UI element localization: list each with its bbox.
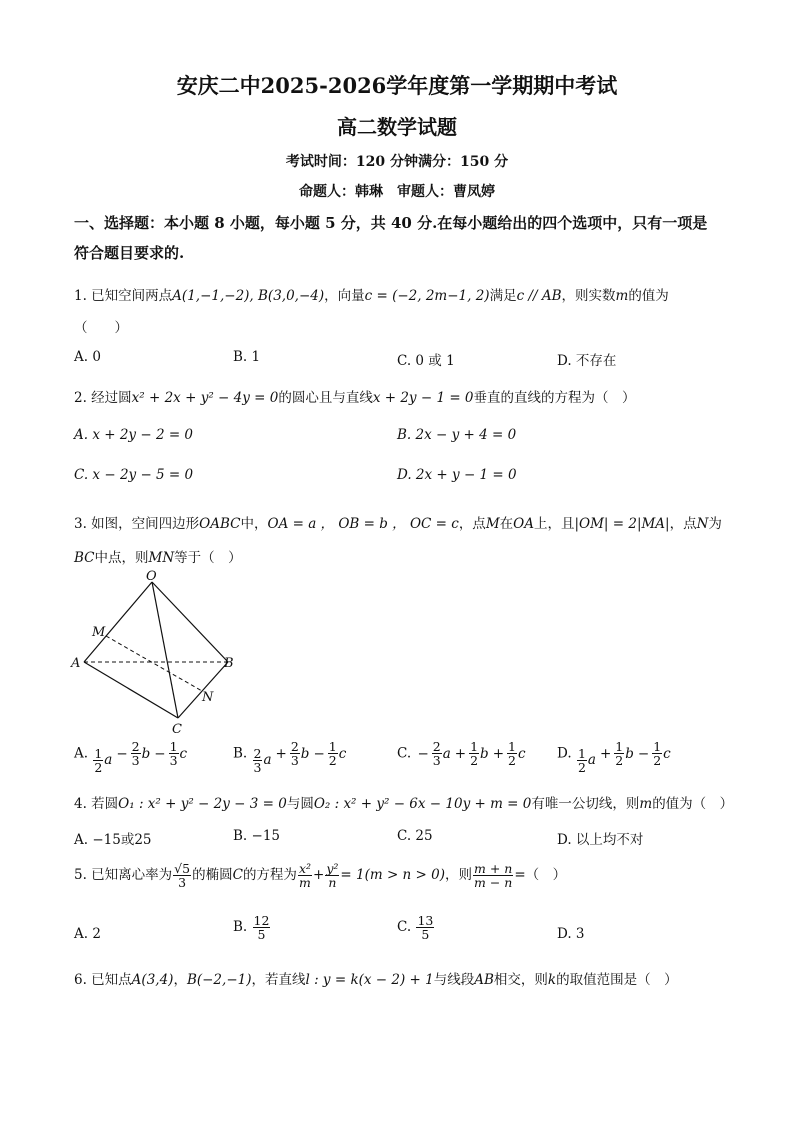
q2-option-d-text: D. 2x + y − 1 = 0 bbox=[397, 467, 517, 483]
q4-var: m bbox=[639, 796, 653, 812]
q3-term: + $\frac{1}{2}$ c bbox=[492, 739, 526, 769]
section-heading-line2: 符合题目要求的. bbox=[74, 244, 185, 262]
q4-option-d: D. 以上均不对 bbox=[557, 832, 644, 848]
q2-option-d bbox=[397, 467, 517, 483]
q5-option-b-frac bbox=[253, 914, 271, 941]
q5-option-b-den: 5 bbox=[257, 927, 266, 943]
q5-eq-x-den: m bbox=[299, 875, 311, 891]
question-5 bbox=[74, 862, 566, 889]
q3-mid2: ，点 bbox=[458, 516, 486, 532]
q5-eccentricity bbox=[173, 862, 191, 889]
q5-eq-x-num: x² bbox=[298, 861, 311, 876]
question-4 bbox=[74, 792, 733, 812]
label-b: B bbox=[224, 656, 234, 671]
q3-mid3: 上，且 bbox=[533, 516, 575, 532]
q1-pre: 1. 已知空间两点 bbox=[74, 288, 173, 304]
q2-option-a bbox=[74, 427, 193, 443]
q1-points: A(1,−1,−2), B(3,0,−4) bbox=[172, 288, 325, 304]
edge-oc bbox=[152, 582, 178, 718]
q3-option-c bbox=[397, 740, 528, 767]
q5-option-b bbox=[233, 914, 271, 941]
segment-mn-dashed bbox=[106, 636, 202, 691]
q1-paren: （ ） bbox=[74, 320, 128, 336]
exam-authors: 命题人：韩琳 审题人：曹凤婷 bbox=[299, 184, 495, 200]
q4-mid: 与圆 bbox=[286, 796, 314, 812]
q6-mid2: 与线段 bbox=[433, 972, 475, 988]
q1-option-c: C. 0 或 1 bbox=[397, 353, 455, 369]
q3-point-n: N bbox=[696, 516, 709, 532]
label-m: M bbox=[92, 625, 106, 640]
question-6 bbox=[74, 968, 678, 988]
q5-ans-num: m + n bbox=[474, 861, 513, 876]
edge-ac bbox=[84, 662, 178, 718]
q1-option-b: B. 1 bbox=[233, 349, 261, 365]
q4-circle2: O₂ : x² + y² − 6x − 10y + m = 0 bbox=[313, 796, 532, 812]
q3-option-label: D. bbox=[557, 745, 576, 762]
q3-mid: 中， bbox=[240, 516, 268, 532]
q3-option-b bbox=[233, 740, 348, 774]
q2-end: 垂直的直线的方程为（ ） bbox=[473, 390, 636, 406]
q3-on: 在 bbox=[499, 516, 514, 532]
q5-end: =（ ） bbox=[514, 867, 567, 884]
question-3-line1 bbox=[74, 512, 722, 532]
q2-option-a-text: A. x + 2y − 2 = 0 bbox=[74, 427, 194, 443]
q5-pre: 5. 已知离心率为 bbox=[74, 867, 173, 884]
q3-condition: |OM| = 2|MA| bbox=[574, 516, 670, 532]
q5-option-a: A. 2 bbox=[74, 926, 101, 942]
q5-mid: 的椭圆 bbox=[192, 867, 233, 884]
q2-option-b bbox=[397, 427, 516, 443]
q3-term: − $\frac{1}{2}$ c bbox=[637, 739, 671, 769]
q1-mid: ，向量 bbox=[324, 288, 365, 304]
q6-line: l : y = k(x − 2) + 1 bbox=[305, 972, 434, 988]
q1-var: m bbox=[615, 288, 629, 304]
q6-point-a: A(3,4) bbox=[131, 972, 174, 988]
q3-option-label: A. bbox=[74, 745, 93, 762]
q1-end: 的值为 bbox=[628, 288, 669, 304]
q5-plus: + bbox=[313, 867, 325, 884]
q3-term: − $\frac{2}{3}$ b bbox=[116, 739, 151, 769]
q3-pre: 3. 如图，空间四边形 bbox=[74, 516, 200, 532]
q2-option-c bbox=[74, 467, 193, 483]
q5-option-c-frac bbox=[416, 914, 434, 941]
q4-post: 有唯一公切线，则 bbox=[531, 796, 640, 812]
q6-mid: ，若直线 bbox=[251, 972, 306, 988]
q1-mid2: 满足 bbox=[489, 288, 517, 304]
q6-end: 的取值范围是（ ） bbox=[556, 972, 678, 988]
q2-option-c-text: C. x − 2y − 5 = 0 bbox=[74, 467, 194, 483]
q3-term: + $\frac{2}{3}$ b bbox=[275, 739, 310, 769]
label-n: N bbox=[202, 690, 214, 705]
q3-term: + $\frac{1}{2}$ b bbox=[599, 739, 634, 769]
q4-option-b: B. −15 bbox=[233, 828, 280, 844]
q6-ab: AB bbox=[474, 972, 494, 988]
q5-option-c-num: 13 bbox=[417, 913, 434, 928]
q3-bc: BC bbox=[74, 550, 95, 566]
q3-line2-mid: 中点，则 bbox=[94, 550, 149, 566]
q5-ans-den: m − n bbox=[474, 875, 513, 891]
q3-tail: 为 bbox=[708, 516, 722, 532]
q3-mn: MN bbox=[148, 550, 175, 566]
q5-eq-y-den: n bbox=[328, 875, 337, 891]
q1-option-a: A. 0 bbox=[74, 349, 101, 365]
q5-eq-y-num: y² bbox=[326, 861, 339, 876]
q5-mid2: 的方程为 bbox=[242, 867, 297, 884]
q3-term: $\frac{2}{3}$ a bbox=[253, 745, 272, 775]
q3-point-m: M bbox=[485, 516, 500, 532]
label-a: A bbox=[71, 656, 81, 671]
q3-term: + $\frac{1}{2}$ b bbox=[454, 739, 489, 769]
q2-pre: 2. 经过圆 bbox=[74, 390, 132, 406]
q3-option-label: B. bbox=[233, 745, 252, 762]
q1-condition: c // AB bbox=[516, 288, 562, 304]
q5-option-b-num: 12 bbox=[253, 913, 270, 928]
q6-point-b: B(−2,−1) bbox=[186, 972, 252, 988]
question-2 bbox=[74, 386, 636, 406]
q2-mid: 的圆心且与直线 bbox=[278, 390, 373, 406]
q6-sep: ， bbox=[173, 972, 187, 988]
q3-option-a bbox=[74, 740, 189, 774]
q3-option-label: C. bbox=[397, 745, 416, 762]
q1-vector: c = (−2, 2m−1, 2) bbox=[364, 288, 490, 304]
q4-option-c: C. 25 bbox=[397, 828, 433, 844]
q4-end: 的值为（ ） bbox=[652, 796, 734, 812]
q5-option-d: D. 3 bbox=[557, 926, 585, 942]
tetrahedron-figure bbox=[70, 570, 250, 738]
q3-term: $\frac{1}{2}$ a bbox=[94, 745, 113, 775]
q5-eq-x bbox=[298, 862, 312, 889]
q3-end: ，点 bbox=[669, 516, 697, 532]
q5-option-c-den: 5 bbox=[421, 927, 430, 943]
q5-option-c bbox=[397, 914, 435, 941]
q3-term: − $\frac{2}{3}$ a bbox=[417, 739, 451, 769]
exam-title: 安庆二中2025-2026学年度第一学期期中考试 bbox=[176, 73, 618, 98]
label-c: C bbox=[172, 722, 182, 737]
q1-option-d: D. 不存在 bbox=[557, 353, 617, 369]
section-heading-line1: 一、选择题：本小题 8 小题，每小题 5 分，共 40 分.在每小题给出的四个选项中，只有一项是 bbox=[74, 214, 708, 232]
q5-eq-rest: = 1(m > n > 0) bbox=[340, 867, 445, 884]
question-3-line2 bbox=[74, 546, 242, 566]
q4-option-a: A. −15或25 bbox=[74, 832, 152, 848]
q2-line: x + 2y − 1 = 0 bbox=[372, 390, 474, 406]
q6-k: k bbox=[547, 972, 557, 988]
q3-vectors: OA = a ， OB = b ， OC = c bbox=[267, 516, 459, 532]
q5-eq-y bbox=[325, 862, 339, 889]
q6-mid3: 相交，则 bbox=[493, 972, 548, 988]
q3-term: − $\frac{1}{3}$ c bbox=[154, 739, 188, 769]
q5-ans bbox=[473, 862, 513, 889]
q5-mid3: ，则 bbox=[445, 867, 472, 884]
question-1 bbox=[74, 284, 669, 304]
q4-pre: 4. 若圆 bbox=[74, 796, 119, 812]
q5-option-c-label: C. bbox=[397, 919, 412, 936]
q3-shape: OABC bbox=[199, 516, 241, 532]
q3-term: − $\frac{1}{2}$ c bbox=[313, 739, 347, 769]
edge-ob bbox=[152, 582, 228, 662]
q4-circle1: O₁ : x² + y² − 2y − 3 = 0 bbox=[118, 796, 287, 812]
q5-c: C bbox=[232, 867, 243, 884]
q3-oa: OA bbox=[513, 516, 534, 532]
q1-post: ，则实数 bbox=[561, 288, 616, 304]
q3-term: $\frac{1}{2}$ a bbox=[577, 745, 596, 775]
exam-subtitle: 高二数学试题 bbox=[337, 115, 457, 139]
exam-info: 考试时间：120 分钟满分：150 分 bbox=[285, 154, 509, 170]
label-o: O bbox=[146, 570, 157, 584]
q3-option-d bbox=[557, 740, 673, 774]
q5-ecc-num: √5 bbox=[174, 861, 191, 876]
q2-option-b-text: B. 2x − y + 4 = 0 bbox=[397, 427, 517, 443]
edge-oa bbox=[84, 582, 152, 662]
q5-ecc-den: 3 bbox=[178, 875, 187, 891]
q3-line2-end: 等于（ ） bbox=[174, 550, 242, 566]
q6-pre: 6. 已知点 bbox=[74, 972, 132, 988]
q5-option-b-label: B. bbox=[233, 919, 248, 936]
q2-circle: x² + 2x + y² − 4y = 0 bbox=[131, 390, 279, 406]
